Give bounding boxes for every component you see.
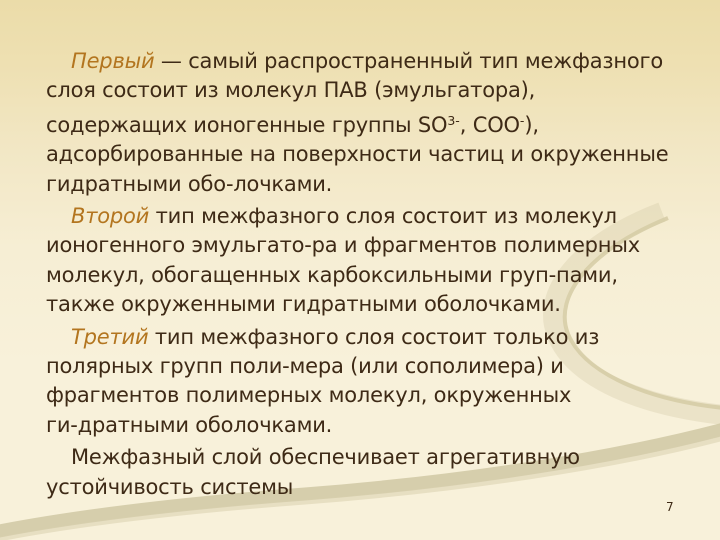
text-line bbox=[46, 231, 686, 260]
text-run: полярных групп поли-мера (или сополимера) и bbox=[46, 354, 564, 379]
page-number: 7 bbox=[666, 500, 674, 514]
text-run: слоя состоит из молекул ПАВ (эмульгатора), bbox=[46, 78, 536, 103]
text-line bbox=[46, 76, 686, 105]
text-run: гидратными обо-лочками. bbox=[46, 171, 333, 196]
text-line bbox=[46, 290, 686, 319]
paragraph bbox=[46, 443, 686, 502]
text-run: устойчивость системы bbox=[46, 474, 294, 499]
text-run: — самый распространенный тип межфазного bbox=[154, 49, 664, 73]
text-run: фрагментов полимерных молекул, окруженных bbox=[46, 383, 572, 408]
text-line bbox=[46, 323, 686, 352]
emphasis-word: Первый bbox=[71, 49, 155, 73]
paragraph bbox=[46, 323, 686, 441]
text-run: тип межфазного слоя состоит только из bbox=[148, 324, 600, 349]
text-line bbox=[46, 411, 686, 440]
text-line bbox=[46, 261, 686, 290]
text-run: ионогенного эмульгато-ра и фрагментов полимерных bbox=[46, 233, 640, 258]
text-run: адсорбированные на поверхности частиц и окруженные bbox=[46, 142, 669, 167]
paragraph bbox=[46, 47, 686, 199]
superscript-text: - bbox=[519, 112, 525, 128]
text-run: молекул, обогащенных карбоксильными груп-пами, bbox=[46, 262, 618, 287]
text-line bbox=[46, 381, 686, 410]
text-run: также окруженными гидратными оболочками. bbox=[46, 292, 561, 317]
text-line bbox=[46, 170, 686, 199]
text-run: содержащих ионогенные группы SO bbox=[46, 112, 448, 137]
text-run: Межфазный слой обеспечивает агрегативную bbox=[71, 445, 580, 470]
text-line bbox=[46, 47, 686, 76]
text-line bbox=[46, 443, 686, 472]
superscript-text: 3- bbox=[447, 112, 460, 128]
text-line bbox=[46, 473, 686, 502]
text-line bbox=[46, 106, 686, 140]
text-run: ги-дратными оболочками. bbox=[46, 412, 333, 437]
paragraph bbox=[46, 202, 686, 320]
emphasis-word: Третий bbox=[71, 324, 149, 349]
text-line bbox=[46, 202, 686, 231]
emphasis-word: Второй bbox=[71, 204, 150, 229]
text-line bbox=[46, 352, 686, 381]
text-run: ), bbox=[524, 112, 539, 137]
text-line bbox=[46, 140, 686, 169]
slide-text bbox=[46, 47, 686, 505]
text-run: , COO bbox=[459, 112, 520, 137]
text-run: тип межфазного слоя состоит из молекул bbox=[149, 204, 617, 229]
